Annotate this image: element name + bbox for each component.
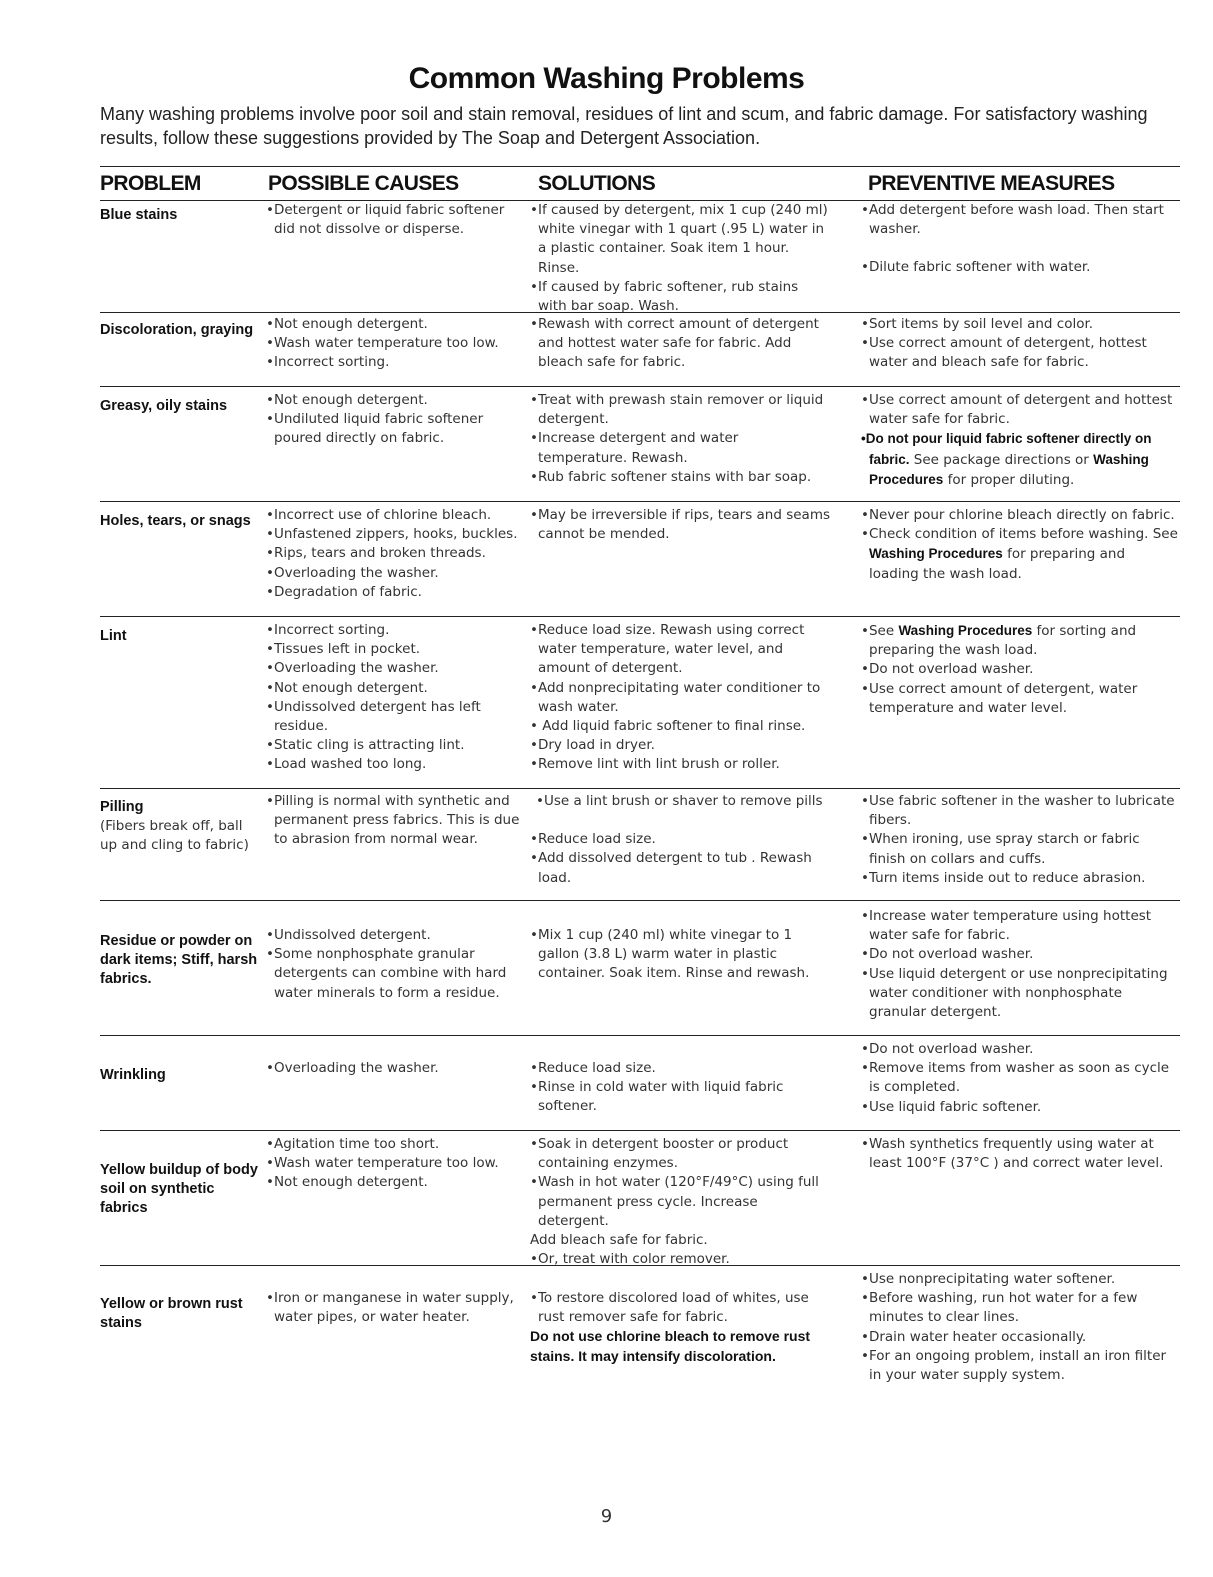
- header-top-rule: [100, 166, 1180, 167]
- preventive-item: •Do not overload washer.: [861, 661, 1034, 678]
- row-divider: [100, 1265, 1180, 1266]
- preventive-item: •Use correct amount of detergent, hottest water and bleach safe for fabric.: [861, 335, 1147, 371]
- preventive-item: •Use nonprecipitating water softener.: [861, 1271, 1116, 1287]
- preventive-item: •Use correct amount of detergent and hottest water safe for fabric.: [861, 392, 1173, 428]
- solution-item: •Reduce load size. Rewash using correct water temperature, water level, and amount of detergent.: [530, 622, 805, 677]
- solutions-blue-stains: [530, 201, 830, 316]
- causes-residue: [266, 926, 522, 1003]
- cause-item: •Incorrect sorting.: [266, 622, 390, 638]
- solutions-residue: [530, 926, 830, 984]
- preventive-item: •Do not overload washer.: [861, 946, 1034, 963]
- solution-item: •Dry load in dryer.: [530, 737, 655, 754]
- text-fragment: See package directions or: [909, 451, 1094, 468]
- text-fragment: for preparing and loading the wash load.: [869, 546, 1126, 582]
- preventive-wrinkling: [861, 1040, 1179, 1117]
- preventive-item: •Drain water heater occasionally.: [861, 1328, 1087, 1345]
- cause-item: •Undissolved detergent.: [266, 927, 431, 943]
- causes-rust: [266, 1289, 522, 1327]
- preventive-item: •Add detergent before wash load. Then start washer.: [861, 202, 1164, 238]
- preventive-item: •Do not overload washer.: [861, 1041, 1034, 1057]
- preventive-item: •For an ongoing problem, install an iron filter in your water supply system.: [861, 1347, 1167, 1384]
- preventive-item: •Use liquid fabric softener.: [861, 1098, 1042, 1115]
- causes-wrinkling: [266, 1059, 522, 1078]
- cause-item: •Detergent or liquid fabric softener did not dissolve or disperse.: [266, 202, 505, 238]
- bold-reference: Washing Procedures: [869, 546, 1003, 562]
- solution-item: •Rinse in cold water with liquid fabric softener.: [530, 1079, 784, 1115]
- preventive-pilling: [861, 792, 1179, 888]
- solution-item: •Use a lint brush or shaver to remove pills: [536, 793, 823, 809]
- cause-item: •Unfastened zippers, hooks, buckles.: [266, 526, 518, 543]
- solution-item: •Or, treat with color remover.: [530, 1251, 730, 1268]
- solutions-wrinkling: [530, 1059, 830, 1117]
- problem-pilling-subtitle: (Fibers break off, ball up and cling to fabric): [100, 818, 249, 853]
- page-title: Common Washing Problems: [408, 62, 805, 95]
- solutions-holes: [530, 506, 830, 544]
- causes-greasy: [266, 391, 522, 449]
- cause-item: •Not enough detergent.: [266, 1174, 428, 1191]
- header-possible-causes: POSSIBLE CAUSES: [268, 172, 459, 195]
- preventive-item: •Before washing, run hot water for a few minutes to clear lines.: [861, 1290, 1138, 1326]
- preventive-item: •Use correct amount of detergent, water temperature and water level.: [861, 680, 1138, 716]
- solution-item: •Rub fabric softener stains with bar soap.: [530, 468, 812, 485]
- preventive-holes: [861, 506, 1179, 584]
- problem-greasy-oily-stains: Greasy, oily stains: [100, 398, 228, 414]
- cause-item: •Overloading the washer.: [266, 1060, 439, 1076]
- problem-pilling-title: Pilling: [100, 799, 144, 815]
- rust-warning: Do not use chlorine bleach to remove rust stains. It may intensify discoloration.: [530, 1328, 811, 1364]
- cause-item: •Undiluted liquid fabric softener poured directly on fabric.: [266, 411, 484, 447]
- cause-item: •Not enough detergent.: [266, 316, 428, 332]
- header-solutions: SOLUTIONS: [538, 172, 656, 195]
- header-problem: PROBLEM: [100, 172, 201, 195]
- solution-item: Add bleach safe for fabric.: [530, 1232, 708, 1249]
- solutions-discoloration: [530, 315, 830, 373]
- preventive-rust: [861, 1270, 1179, 1385]
- intro-paragraph: Many washing problems involve poor soil and stain removal, residues of lint and scum, and fabric damage. For satisfactory washing results, follow these suggestions provided by The Soap and Detergent Association.: [100, 104, 1148, 148]
- row-divider: [100, 1130, 1180, 1131]
- problem-rust-stains: Yellow or brown rust stains: [100, 1296, 243, 1331]
- preventive-item: •Wash synthetics frequently using water at least 100°F (37°C ) and correct water level.: [861, 1136, 1164, 1172]
- solutions-greasy: [530, 391, 830, 487]
- cause-item: •Iron or manganese in water supply, water pipes, or water heater.: [266, 1290, 514, 1326]
- text-fragment: •Check condition of items before washing. See: [861, 526, 1178, 543]
- preventive-item: •Use fabric softener in the washer to lubricate fibers.: [861, 793, 1175, 829]
- preventive-lint: [861, 621, 1179, 718]
- row-divider: [100, 312, 1180, 313]
- preventive-item: [861, 525, 1179, 584]
- row-divider: [100, 900, 1180, 901]
- row-divider: [100, 788, 1180, 789]
- causes-pilling: [266, 792, 522, 850]
- row-divider: [100, 616, 1180, 617]
- solution-item: •Soak in detergent booster or product containing enzymes.: [530, 1136, 789, 1172]
- solution-item: •Increase detergent and water temperature. Rewash.: [530, 430, 739, 466]
- solution-item: •Reduce load size.: [530, 831, 656, 848]
- cause-item: •Load washed too long.: [266, 756, 427, 773]
- cause-item: •Wash water temperature too low.: [266, 1155, 499, 1172]
- preventive-item: •Turn items inside out to reduce abrasion.: [861, 869, 1146, 886]
- causes-discoloration: [266, 315, 522, 373]
- cause-item: •Incorrect sorting.: [266, 354, 390, 371]
- solution-item: •If caused by fabric softener, rub stains with bar soap. Wash.: [530, 278, 799, 315]
- row-divider: [100, 386, 1180, 387]
- bold-reference: Washing Procedures: [898, 623, 1033, 638]
- solution-item: •Add nonprecipitating water conditioner to wash water.: [530, 679, 821, 715]
- row-divider: [100, 501, 1180, 502]
- solution-item: •May be irreversible if rips, tears and seams cannot be mended.: [530, 507, 831, 543]
- solution-item: •To restore discolored load of whites, use rust remover safe for fabric.: [530, 1290, 809, 1326]
- causes-blue-stains: [266, 201, 522, 239]
- solution-item: •If caused by detergent, mix 1 cup (240 ml) white vinegar with 1 quart (.95 L) water in a plastic container. Soak item 1 hour. Rinse.: [530, 202, 828, 276]
- solutions-yellow-buildup: [530, 1135, 830, 1269]
- solutions-lint: [530, 621, 830, 775]
- solution-item: •Add dissolved detergent to tub . Rewash load.: [530, 850, 812, 886]
- causes-holes: [266, 506, 522, 602]
- solution-item: •Rewash with correct amount of detergent and hottest water safe for fabric. Add bleach safe for fabric.: [530, 316, 819, 371]
- cause-item: •Undissolved detergent has left residue.: [266, 698, 481, 735]
- cause-item: •Not enough detergent.: [266, 392, 428, 408]
- problem-yellow-buildup: Yellow buildup of body soil on synthetic fabrics: [100, 1162, 258, 1216]
- text-fragment: •See: [861, 623, 899, 639]
- problem-holes-tears-snags: Holes, tears, or snags: [100, 513, 251, 529]
- cause-item: •Wash water temperature too low.: [266, 335, 499, 352]
- preventive-discoloration: [861, 315, 1179, 373]
- preventive-item: •Remove items from washer as soon as cycle is completed.: [861, 1060, 1170, 1096]
- preventive-item: [861, 621, 1179, 660]
- header-preventive-measures: PREVENTIVE MEASURES: [868, 172, 1115, 195]
- preventive-item: •Never pour chlorine bleach directly on fabric.: [861, 507, 1175, 523]
- problem-lint: Lint: [100, 628, 127, 644]
- solution-item: •Wash in hot water (120°F/49°C) using full permanent press cycle. Increase detergent.: [530, 1174, 819, 1229]
- solutions-rust: [530, 1289, 830, 1366]
- text-fragment: for sorting and preparing the wash load.: [869, 623, 1137, 659]
- page-number: 9: [600, 1506, 613, 1527]
- cause-item: •Rips, tears and broken threads.: [266, 545, 486, 562]
- problem-residue-powder: Residue or powder on dark items; Stiff, harsh fabrics.: [100, 933, 258, 987]
- problem-wrinkling: Wrinkling: [100, 1067, 166, 1083]
- preventive-residue: [861, 907, 1179, 1022]
- solution-item: •Reduce load size.: [530, 1060, 656, 1076]
- problem-discoloration: Discoloration, graying: [100, 322, 254, 338]
- problem-blue-stains: Blue stains: [100, 207, 178, 223]
- preventive-item: •When ironing, use spray starch or fabric finish on collars and cuffs.: [861, 831, 1140, 867]
- preventive-item: •Increase water temperature using hottest water safe for fabric.: [861, 908, 1152, 944]
- cause-item: •Not enough detergent.: [266, 679, 428, 696]
- solution-item: •Remove lint with lint brush or roller.: [530, 756, 780, 773]
- problem-pilling: [100, 798, 260, 855]
- cause-item: •Tissues left in pocket.: [266, 641, 421, 658]
- preventive-yellow-buildup: [861, 1135, 1179, 1173]
- cause-item: •Degradation of fabric.: [266, 583, 422, 600]
- causes-yellow-buildup: [266, 1135, 522, 1193]
- solution-item: •Mix 1 cup (240 ml) white vinegar to 1 gallon (3.8 L) warm water in plastic container. Soak item. Rinse and rewash.: [530, 927, 810, 982]
- solutions-pilling: [530, 792, 830, 888]
- cause-item: •Overloading the washer.: [266, 660, 439, 677]
- row-divider: [100, 1035, 1180, 1036]
- cause-item: •Pilling is normal with synthetic and permanent press fabrics. This is due to abrasion from normal wear.: [266, 793, 520, 848]
- solution-item: • Add liquid fabric softener to final rinse.: [530, 718, 806, 735]
- preventive-blue-stains: [861, 201, 1179, 278]
- text-fragment: for proper diluting.: [943, 471, 1075, 488]
- preventive-item: •Dilute fabric softener with water.: [861, 259, 1091, 276]
- cause-item: •Static cling is attracting lint.: [266, 737, 465, 754]
- cause-item: •Some nonphosphate granular detergents can combine with hard water minerals to form a residue.: [266, 946, 507, 1001]
- causes-lint: [266, 621, 522, 775]
- preventive-greasy: [861, 391, 1179, 490]
- solution-item: •Treat with prewash stain remover or liquid detergent.: [530, 392, 824, 428]
- bold-reference: Washing Procedures: [869, 451, 1149, 487]
- cause-item: •Incorrect use of chlorine bleach.: [266, 507, 492, 523]
- preventive-item: •Sort items by soil level and color.: [861, 316, 1094, 332]
- preventive-item: •Use liquid detergent or use nonprecipitating water conditioner with nonphosphate granular detergent.: [861, 965, 1168, 1021]
- bold-warning: •Do not pour liquid fabric softener directly on fabric.: [861, 431, 1152, 467]
- cause-item: •Overloading the washer.: [266, 564, 439, 581]
- preventive-item: [861, 429, 1179, 490]
- cause-item: •Agitation time too short.: [266, 1136, 440, 1152]
